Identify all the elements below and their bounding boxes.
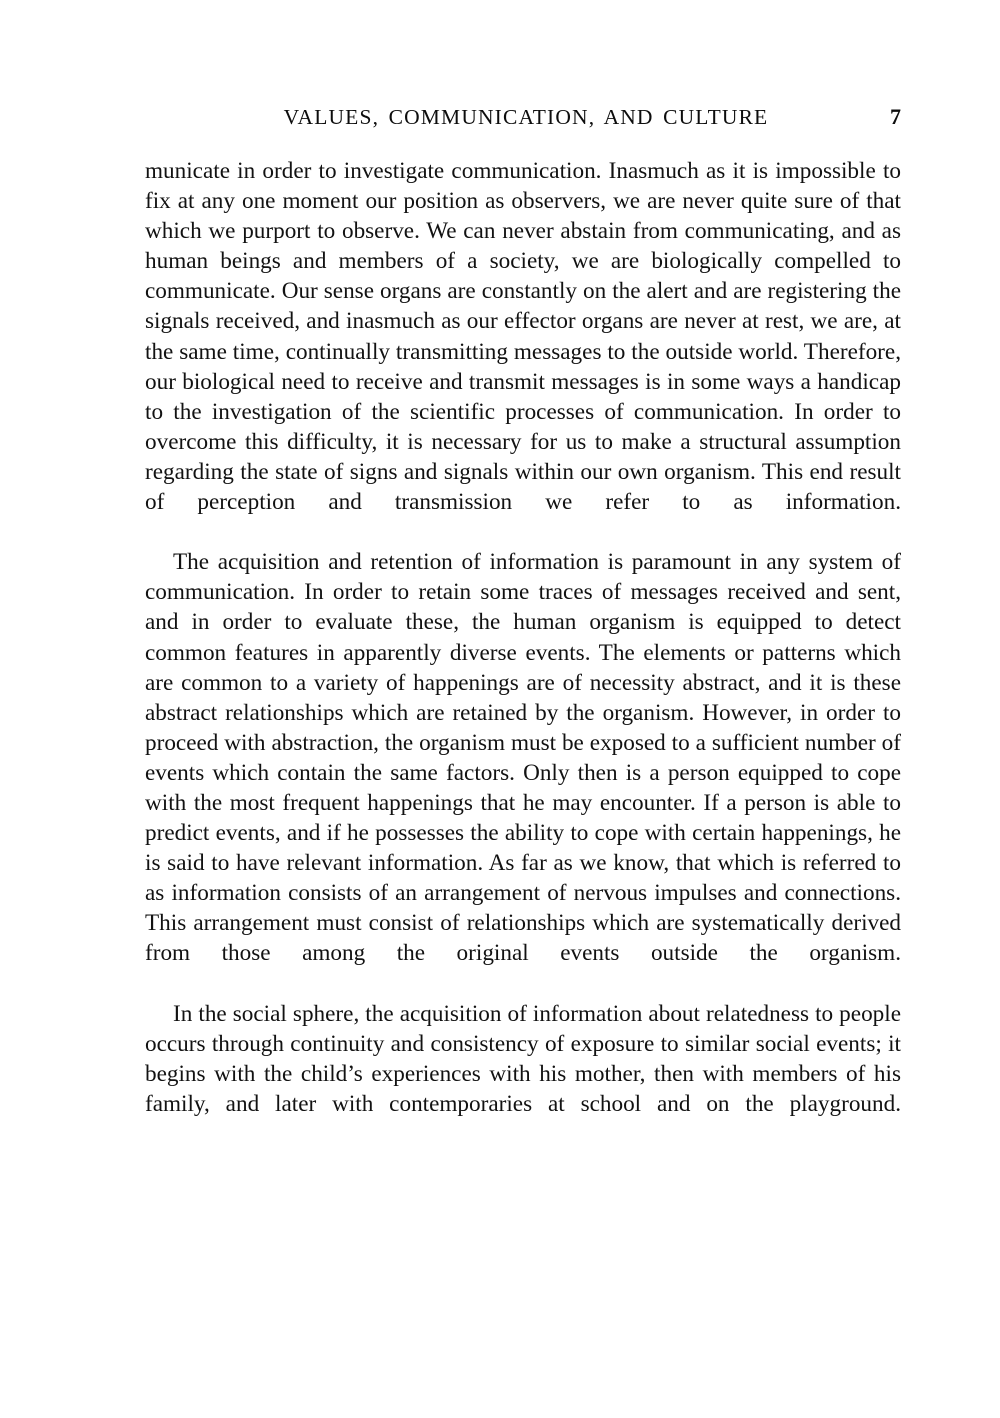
paragraph-acquisition: The acquisition and retention of information is paramount in any system of communication. In order to retain some traces of messages received and sent, and in order to evaluate these, the human organism is equipped to detect common features in apparently diverse events. The elements or patterns which are common to a variety of happenings are of necessity abstract, and it is these abstract relationships which are retained by the organism. However, in order to proceed with abstraction, the organism must be exposed to a sufficient number of events which contain the same factors. Only then is a person equipped to cope with the most frequent happenings that he may encounter. If a person is able to predict events, and if he possesses the ability to cope with certain happenings, he is said to have relevant information. As far as we know, that which is referred to as information consists of an arrangement of nervous impulses and connections. This arrangement must consist of relationships which are systematically derived from those among the original events outside the organism.: [145, 549, 901, 967]
paragraph-continued: municate in order to investigate communication. Inasmuch as it is impossible to fix at any one moment our position as observers, we are never quite sure of that which we purport to observe. We can never abstain from communicating, and as human beings and members of a society, we are biologically compelled to communicate. Our sense organs are constantly on the alert and are registering the signals received, and inasmuch as our effector organs are never at rest, we are, at the same time, continually transmitting messages to the outside world. Therefore, our biological need to receive and transmit messages is in some ways a handicap to the investigation of the scientific processes of communication. In order to overcome this difficulty, it is necessary for us to make a structural assumption regarding the state of signs and signals within our own organism. This end result of perception and transmission we refer to as information.: [145, 158, 901, 516]
running-head-title: VALUES, COMMUNICATION, AND CULTURE: [283, 105, 769, 129]
body-text: [145, 156, 901, 1149]
running-head: [145, 104, 901, 138]
page-number: 7: [890, 104, 901, 129]
page-content: [145, 104, 901, 1149]
paragraph-social-sphere: In the social sphere, the acquisition of information about relatedness to people occurs through continuity and consistency of exposure to similar social events; it begins with the child’s experiences with his mother, then with members of his family, and later with contemporaries at school and on the playground.: [145, 1000, 901, 1117]
